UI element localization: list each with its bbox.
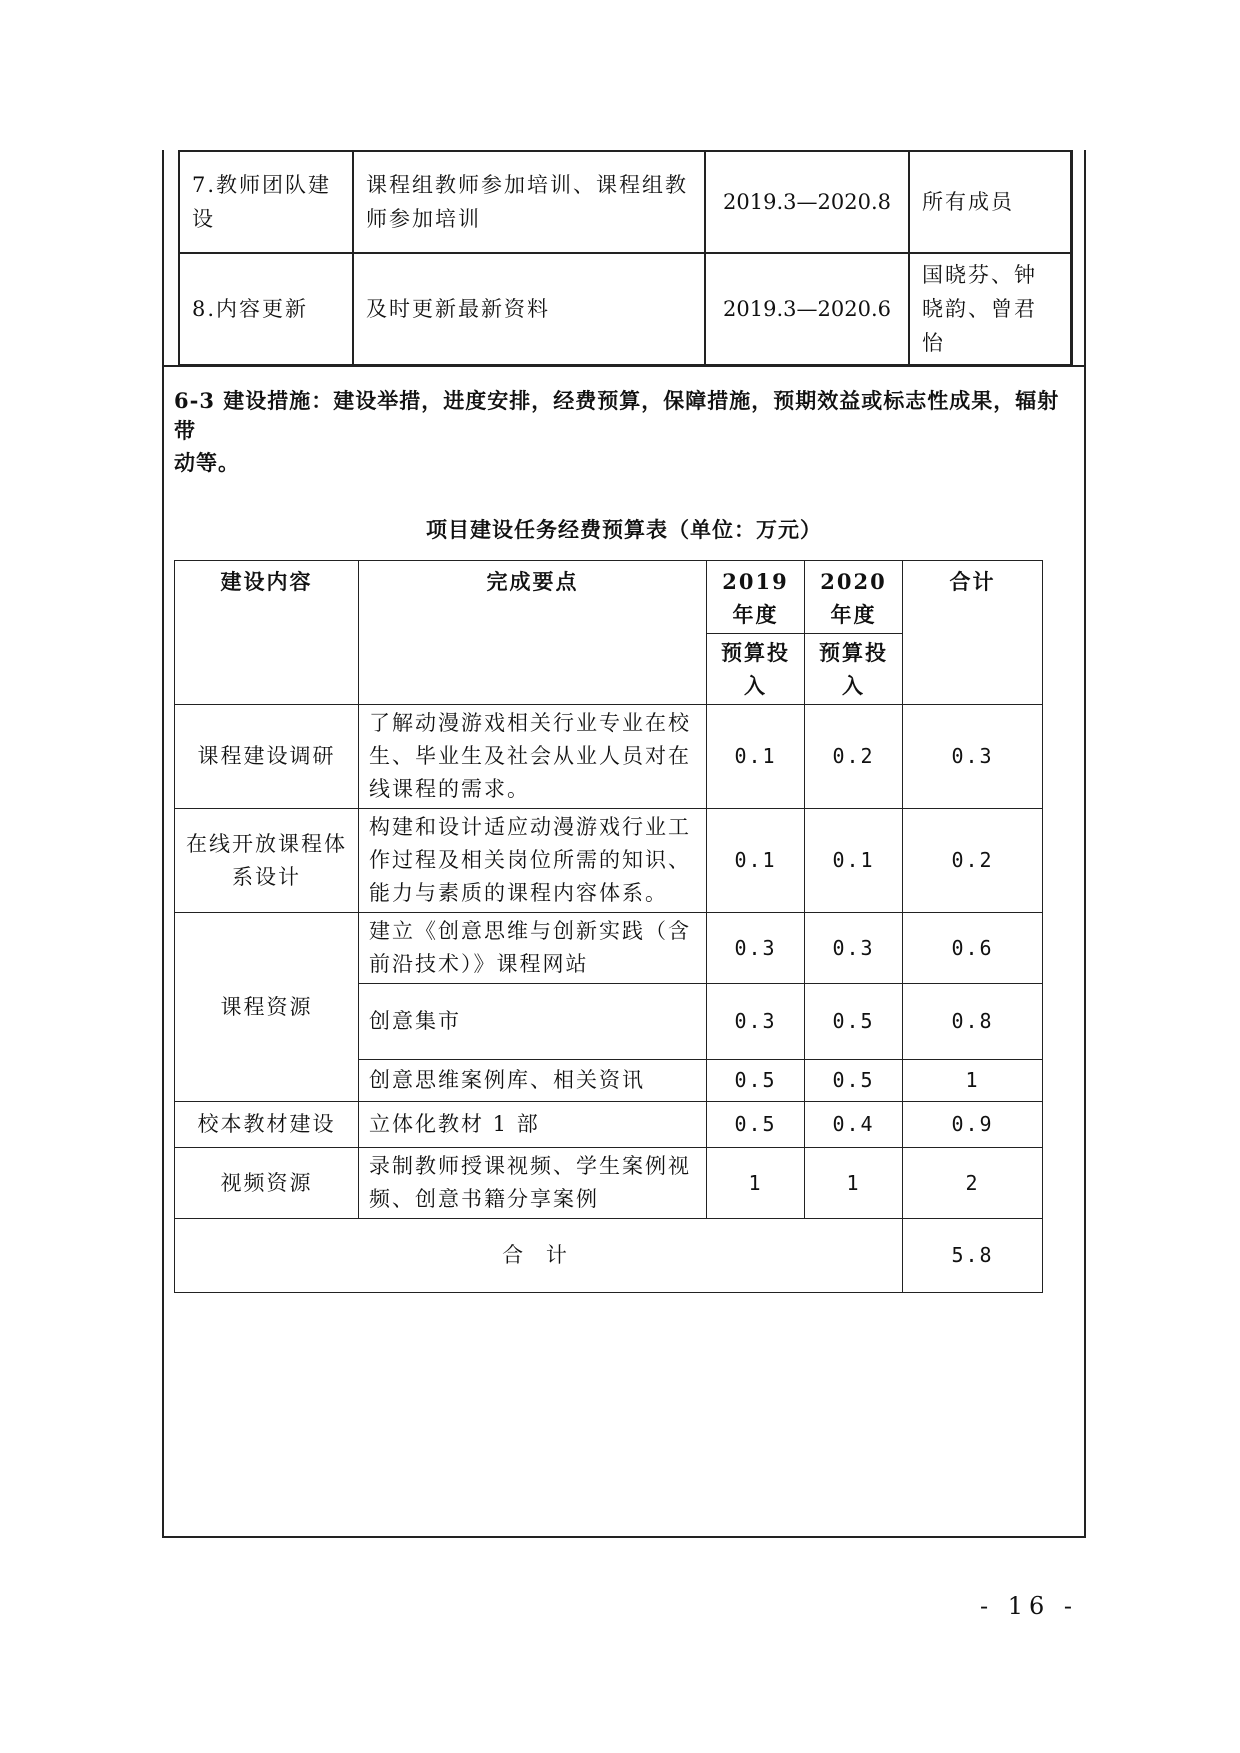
point-cell: 了解动漫游戏相关行业专业在校生、毕业生及社会从业人员对在线课程的需求。	[359, 705, 707, 809]
table-row	[179, 151, 1071, 253]
value-2019: 0.5	[707, 1060, 805, 1102]
budget-table	[174, 560, 1043, 1293]
section-heading-continued: 动等。	[174, 450, 240, 475]
table-row	[175, 913, 1043, 984]
point-cell: 创意思维案例库、相关资讯	[359, 1060, 707, 1102]
value-2020: 0.5	[805, 1060, 903, 1102]
table-row	[179, 253, 1071, 365]
value-2019: 0.3	[707, 913, 805, 984]
value-2019: 0.5	[707, 1102, 805, 1148]
content-cell: 课程建设调研	[175, 705, 359, 809]
table-row	[175, 1148, 1043, 1219]
header-invest-2020: 预算投入	[805, 634, 903, 705]
value-total: 0.6	[903, 913, 1043, 984]
value-total: 0.2	[903, 809, 1043, 913]
content-cell: 课程资源	[175, 913, 359, 1102]
sum-label: 合 计	[175, 1219, 903, 1293]
value-2020: 0.5	[805, 984, 903, 1060]
header-content: 建设内容	[175, 561, 359, 705]
value-2019: 1	[707, 1148, 805, 1219]
value-total: 0.8	[903, 984, 1043, 1060]
table-row	[175, 809, 1043, 913]
page-number: - 16 -	[980, 1592, 1079, 1620]
owner-cell: 所有成员	[909, 151, 1071, 253]
value-2019: 0.1	[707, 705, 805, 809]
value-total: 2	[903, 1148, 1043, 1219]
value-2020: 1	[805, 1148, 903, 1219]
value-2019: 0.1	[707, 809, 805, 913]
value-total: 0.9	[903, 1102, 1043, 1148]
sum-value: 5.8	[903, 1219, 1043, 1293]
value-2020: 0.1	[805, 809, 903, 913]
content-cell: 校本教材建设	[175, 1102, 359, 1148]
header-2020: 2020 年度	[805, 561, 903, 634]
schedule-table	[178, 150, 1073, 366]
header-2019: 2019 年度	[707, 561, 805, 634]
owner-cell: 国晓芬、钟晓韵、曾君怡	[909, 253, 1071, 365]
content-cell: 课程组教师参加培训、课程组教师参加培训	[353, 151, 705, 253]
sum-row	[175, 1219, 1043, 1293]
point-cell: 构建和设计适应动漫游戏行业工作过程及相关岗位所需的知识、能力与素质的课程内容体系。	[359, 809, 707, 913]
value-total: 0.3	[903, 705, 1043, 809]
task-cell: 7.教师团队建设	[179, 151, 353, 253]
header-row	[175, 561, 1043, 634]
content-cell: 在线开放课程体系设计	[175, 809, 359, 913]
header-total: 合计	[903, 561, 1043, 705]
task-cell: 8.内容更新	[179, 253, 353, 365]
point-cell: 录制教师授课视频、学生案例视频、创意书籍分享案例	[359, 1148, 707, 1219]
content-cell: 视频资源	[175, 1148, 359, 1219]
point-cell: 立体化教材 1 部	[359, 1102, 707, 1148]
section-divider	[162, 365, 1086, 367]
value-total: 1	[903, 1060, 1043, 1102]
section-heading: 6-3 建设措施：建设举措，进度安排，经费预算，保障措施，预期效益或标志性成果，辐射带	[174, 388, 1060, 443]
value-2020: 0.4	[805, 1102, 903, 1148]
table-row	[175, 705, 1043, 809]
period-cell: 2019.3—2020.6	[705, 253, 909, 365]
header-points: 完成要点	[359, 561, 707, 705]
point-cell: 创意集市	[359, 984, 707, 1060]
table-row	[175, 1102, 1043, 1148]
header-invest-2019: 预算投入	[707, 634, 805, 705]
table-title: 项目建设任务经费预算表（单位：万元）	[426, 517, 822, 542]
content-cell: 及时更新最新资料	[353, 253, 705, 365]
period-cell: 2019.3—2020.8	[705, 151, 909, 253]
value-2020: 0.3	[805, 913, 903, 984]
value-2020: 0.2	[805, 705, 903, 809]
value-2019: 0.3	[707, 984, 805, 1060]
point-cell: 建立《创意思维与创新实践（含前沿技术）》课程网站	[359, 913, 707, 984]
